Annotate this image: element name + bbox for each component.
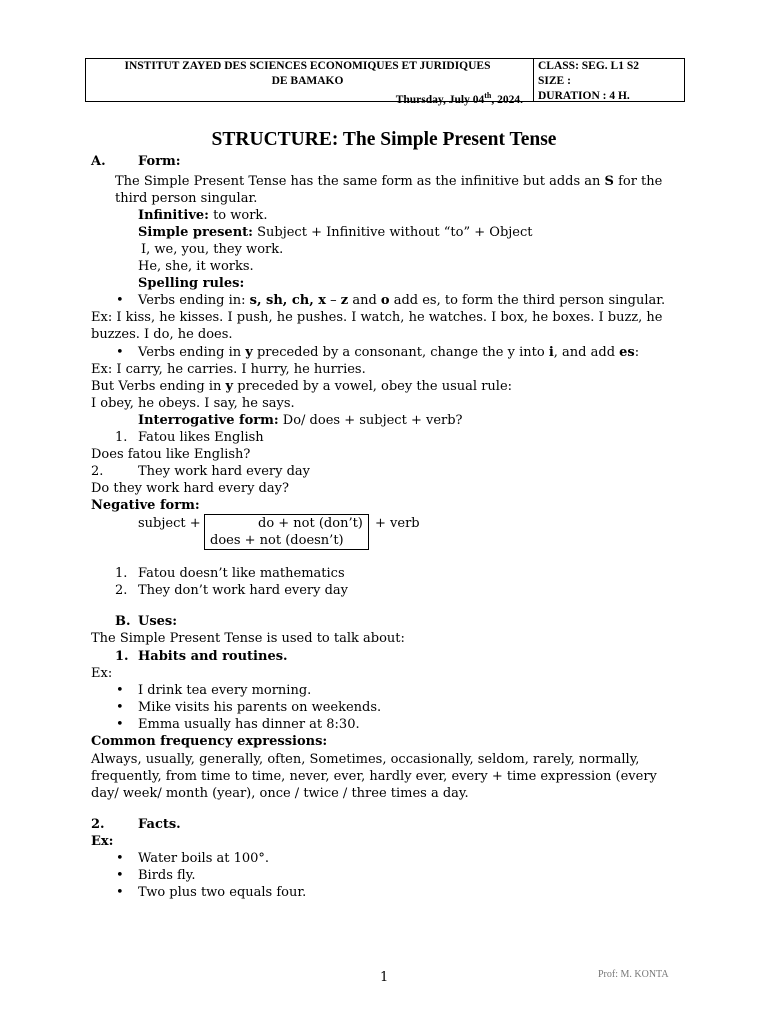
example-plural: I, we, you, they work. <box>141 242 284 257</box>
rule-2: Verbs ending in y preceded by a consonant, change the y into i, and add es: <box>138 345 640 360</box>
bullet-icon: • <box>116 868 124 883</box>
rule-2-example: Ex: I carry, he carries. I hurry, he hurries. <box>91 362 366 377</box>
question-1: Fatou likes English <box>138 430 264 445</box>
interrogative-form: Interrogative form: Do/ does + subject + verb? <box>138 413 463 428</box>
question-2-answer: Do they work hard every day? <box>91 481 289 496</box>
author-credit: Prof: M. KONTA <box>598 969 669 980</box>
header-date: Thursday, July 04th, 2024. <box>395 91 523 106</box>
list-item: Two plus two equals four. <box>138 885 307 900</box>
list-item: I drink tea every morning. <box>138 683 312 698</box>
header-table <box>85 58 685 106</box>
habits-number: 1. <box>115 649 129 664</box>
habits-ex-label: Ex: <box>91 666 113 681</box>
negative-example-1: Fatou doesn’t like mathematics <box>138 566 345 581</box>
example-singular: He, she, it works. <box>138 259 254 274</box>
list-item: Water boils at 100°. <box>138 851 270 866</box>
bullet-icon: • <box>116 851 124 866</box>
question-1-answer: Does fatou like English? <box>91 447 251 462</box>
page-number: 1 <box>380 970 389 985</box>
header-institution-cell <box>86 59 534 106</box>
habits-heading: Habits and routines. <box>138 649 288 664</box>
rule-3-example: I obey, he obeys. I say, he says. <box>91 396 295 411</box>
bullet-icon: • <box>116 345 124 360</box>
frequency-line-1: Always, usually, generally, often, Sometimes, occasionally, seldom, rarely, normally, <box>91 752 640 767</box>
section-b-heading: Uses: <box>138 614 178 629</box>
rule-1-example-1: Ex: I kiss, he kisses. I push, he pushes. I watch, he watches. I box, he boxes. I buzz, he <box>91 310 663 325</box>
bullet-icon: • <box>116 885 124 900</box>
duration-label: DURATION : 4 H. <box>538 90 630 102</box>
intro-line-1: The Simple Present Tense has the same form as the infinitive but adds an S for the <box>115 174 663 189</box>
negative-subject: subject + <box>138 516 201 531</box>
rule-1-example-2: buzzes. I do, he does. <box>91 327 233 342</box>
list-item: Emma usually has dinner at 8:30. <box>138 717 360 732</box>
simple-present-line: Simple present: Subject + Infinitive without “to” + Object <box>138 225 533 240</box>
rule-3: But Verbs ending in y preceded by a vowel, obey the usual rule: <box>91 379 513 394</box>
list-item: Mike visits his parents on weekends. <box>138 700 382 715</box>
intro-line-2: third person singular. <box>115 191 258 206</box>
facts-number: 2. <box>91 817 105 832</box>
negative-does: does + not (doesn’t) <box>210 533 344 548</box>
page-title: STRUCTURE: The Simple Present Tense <box>211 129 557 150</box>
frequency-line-2: frequently, from time to time, never, ever, hardly ever, every + time expression (every <box>91 769 657 784</box>
header-class-cell <box>534 59 684 101</box>
size-label: SIZE : <box>538 75 571 87</box>
frequency-heading: Common frequency expressions: <box>91 734 328 749</box>
bullet-icon: • <box>116 717 124 732</box>
list-item: Birds fly. <box>138 868 196 883</box>
bullet-icon: • <box>116 293 124 308</box>
institution-name-line1: INSTITUT ZAYED DES SCIENCES ECONOMIQUES ET JURIDIQUES <box>124 60 491 72</box>
negative-example-2-number: 2. <box>115 583 128 598</box>
section-a-heading: Form: <box>138 154 181 169</box>
question-2-number: 2. <box>91 464 104 479</box>
facts-heading: Facts. <box>138 817 181 832</box>
negative-verb: + verb <box>375 516 420 531</box>
infinitive-line: Infinitive: to work. <box>138 208 268 223</box>
facts-ex-label: Ex: <box>91 834 114 849</box>
negative-example-2: They don’t work hard every day <box>138 583 349 598</box>
negative-do: do + not (don’t) <box>258 516 363 531</box>
section-a-letter: A. <box>91 154 106 169</box>
bullet-icon: • <box>116 700 124 715</box>
negative-form-heading: Negative form: <box>91 498 200 513</box>
frequency-line-3: day/ week/ month (year), once / twice / three times a day. <box>91 786 469 801</box>
spelling-rules-heading: Spelling rules: <box>138 276 245 291</box>
question-1-number: 1. <box>115 430 128 445</box>
question-2: They work hard every day <box>138 464 311 479</box>
bullet-icon: • <box>116 683 124 698</box>
negative-example-1-number: 1. <box>115 566 128 581</box>
section-b-letter: B. <box>115 614 131 629</box>
uses-intro: The Simple Present Tense is used to talk about: <box>91 631 405 646</box>
class-label: CLASS: SEG. L1 S2 <box>538 60 639 72</box>
institution-name-line2: DE BAMAKO <box>271 75 344 87</box>
rule-1: Verbs ending in: s, sh, ch, x – z and o add es, to form the third person singular. <box>138 293 666 308</box>
